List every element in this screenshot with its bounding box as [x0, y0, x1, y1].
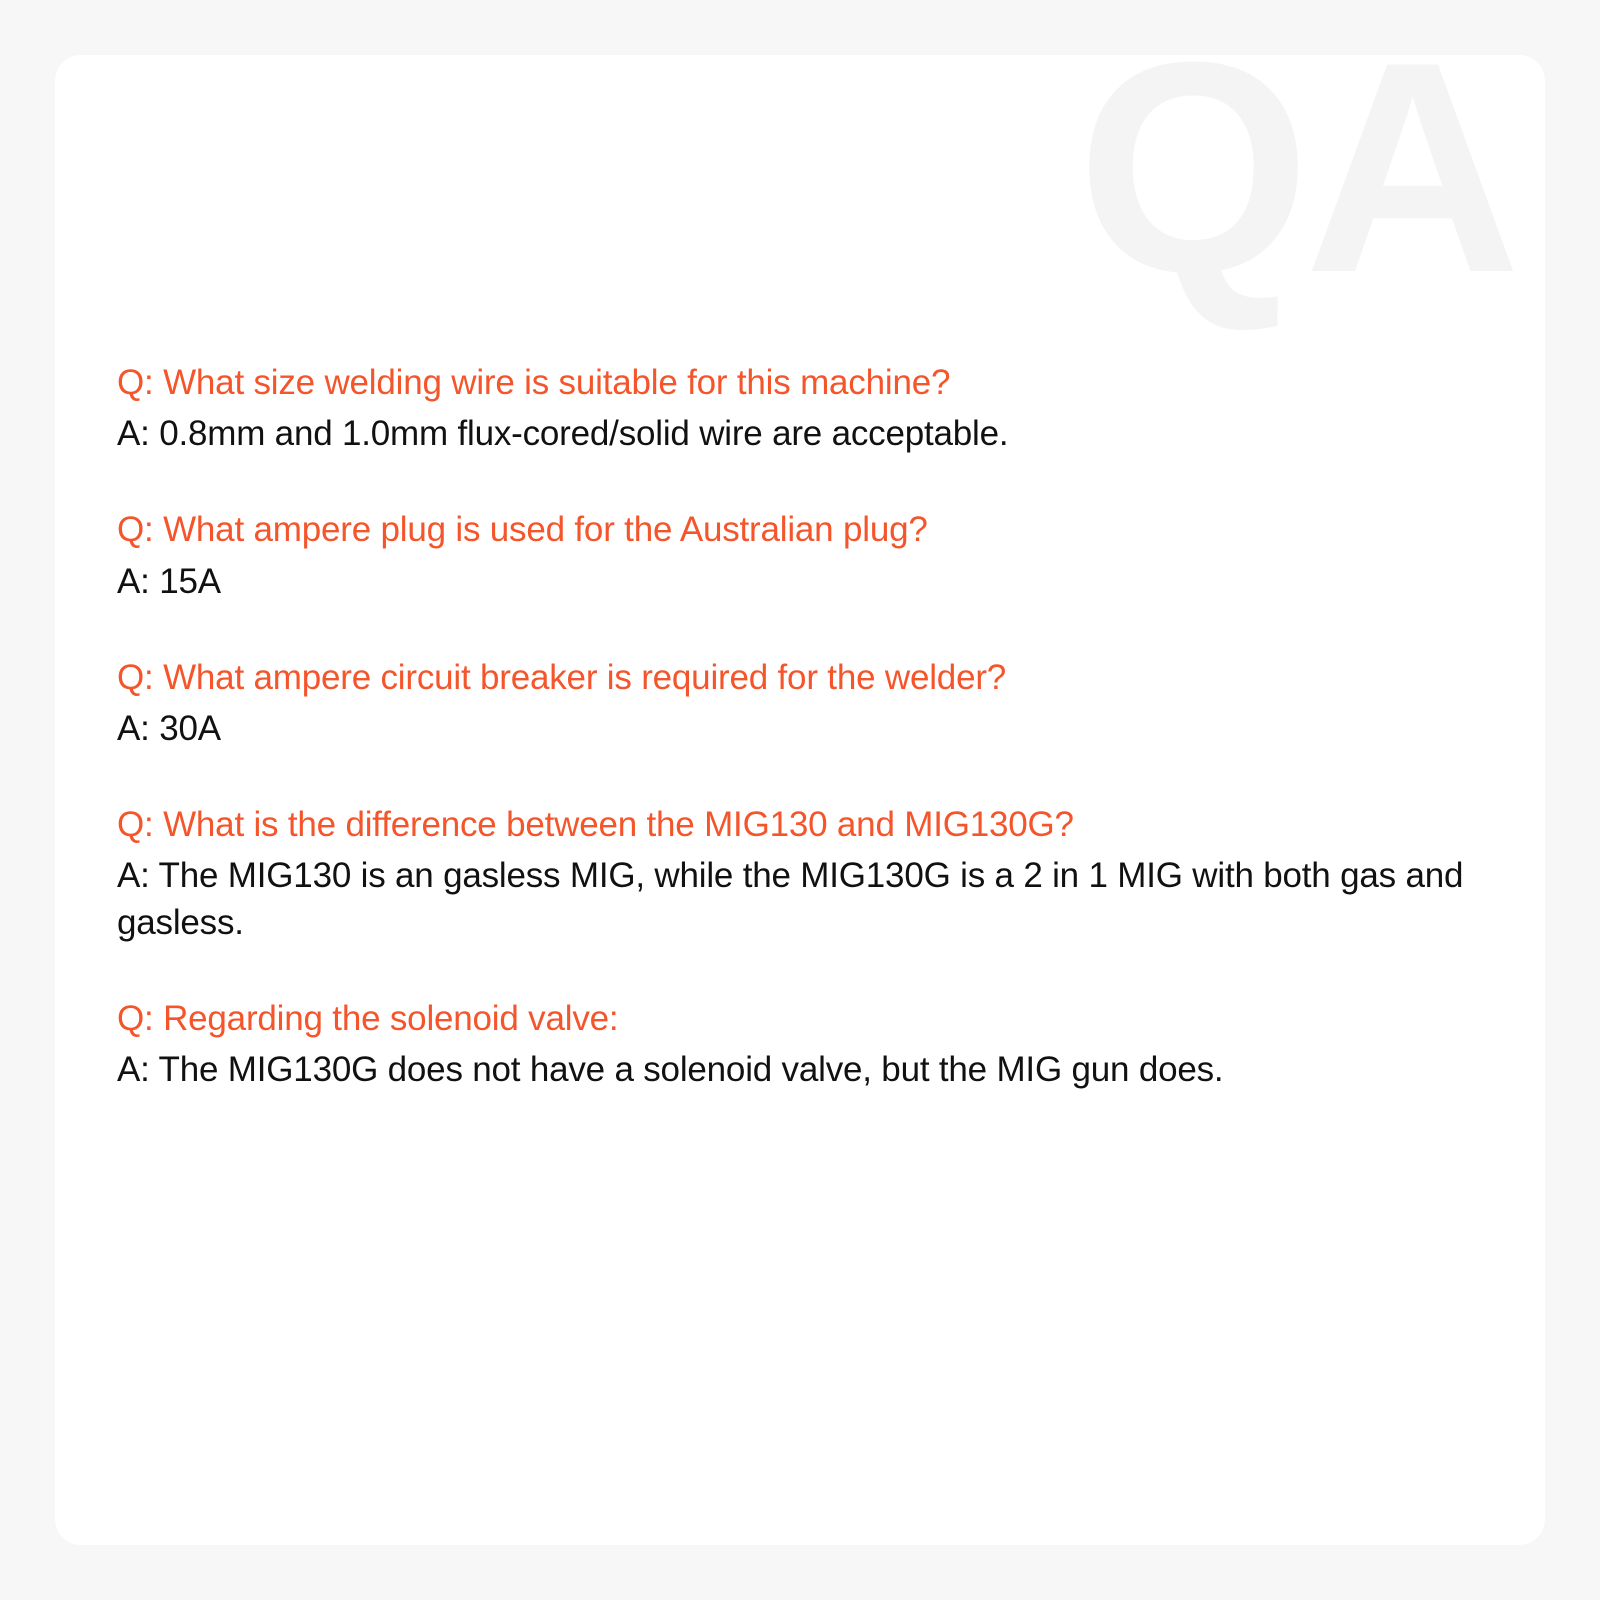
qa-watermark: QA [1077, 55, 1515, 335]
faq-question: Q: What size welding wire is suitable for this machine? [117, 363, 951, 402]
faq-list [117, 360, 1485, 1093]
faq-question: Q: What ampere circuit breaker is required for the welder? [117, 657, 1007, 697]
faq-answer: A: The MIG130G does not have a solenoid valve, but the MIG gun does. [117, 1049, 1224, 1089]
faq-card [55, 55, 1545, 1545]
faq-item [117, 360, 1485, 457]
faq-item [117, 802, 1485, 946]
faq-question: Q: What is the difference between the MIG130 and MIG130G? [117, 805, 1074, 845]
faq-item [117, 996, 1485, 1093]
faq-question: Q: What ampere plug is used for the Australian plug? [117, 510, 928, 550]
faq-answer: A: 15A [117, 561, 221, 601]
faq-answer: A: 0.8mm and 1.0mm flux-cored/solid wire are acceptable. [117, 414, 1009, 454]
faq-answer: A: 30A [117, 708, 221, 748]
faq-item [117, 655, 1485, 752]
faq-item [117, 507, 1485, 604]
faq-answer: A: The MIG130 is an gasless MIG, while the MIG130G is a 2 in 1 MIG with both gas and gasless. [117, 856, 1464, 942]
faq-question: Q: Regarding the solenoid valve: [117, 998, 619, 1038]
